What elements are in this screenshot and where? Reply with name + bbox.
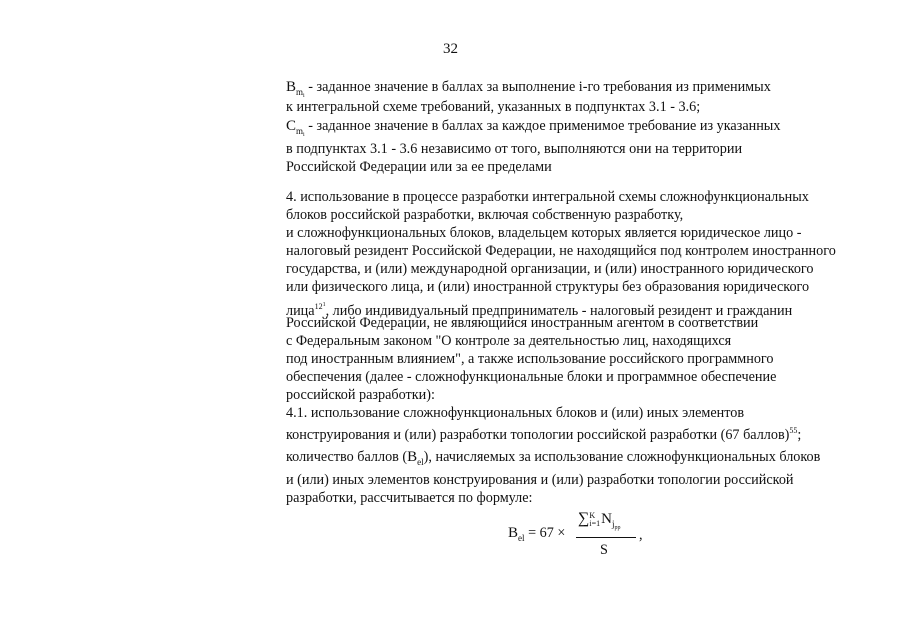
formula-bel bbox=[508, 510, 648, 560]
item4-line-7: лица$^{12^1}$, либо индивидуальный предприниматель - налоговый резидент и гражданин bbox=[286, 302, 793, 319]
item4-line-5: государства, и (или) международной организации, и (или) иностранного юридического bbox=[286, 261, 814, 277]
item4-line-11: обеспечения (далее - сложнофункциональные блоки и программное обеспечение bbox=[286, 369, 777, 385]
fraction-bar bbox=[576, 537, 636, 538]
item41-line-2: конструирования и (или) разработки топологии российской разработки (67 баллов)$^{55}$; bbox=[286, 426, 802, 443]
definition-c-line3: Российской Федерации или за ее пределами bbox=[286, 159, 552, 175]
points-line-1: количество баллов $(B_{el})$, начисляемых за использование сложнофункциональных блоков bbox=[286, 449, 821, 467]
item4-line-9: с Федеральным законом "О контроле за деятельностью лиц, находящихся bbox=[286, 333, 732, 349]
footnote-ref-55: 55 bbox=[789, 426, 798, 435]
definition-b-text: - заданное значение в баллах за выполнение i-го требования из применимых bbox=[304, 79, 771, 95]
definition-c-text: - заданное значение в баллах за каждое применимое требование из указанных bbox=[304, 118, 781, 134]
points-line-2: и (или) иных элементов конструирования и (или) разработки топологии российской bbox=[286, 472, 794, 488]
definition-b-line2: к интегральной схеме требований, указанных в подпунктах 3.1 - 3.6; bbox=[286, 99, 701, 115]
footnote-ref-12: 121 bbox=[314, 302, 326, 311]
item4-line-8: Российской Федерации, не являющийся иностранным агентом в соответствии bbox=[286, 315, 759, 331]
page-number: 32 bbox=[443, 41, 458, 57]
definition-c-line2: в подпунктах 3.1 - 3.6 независимо от того, выполняются они на территории bbox=[286, 141, 743, 157]
sum-limits: K i=1 bbox=[589, 510, 601, 528]
var-b: B bbox=[286, 79, 297, 95]
item4-line-12: российской разработки): bbox=[286, 387, 435, 403]
formula-comma: , bbox=[639, 527, 643, 543]
item4-line-2: блоков российской разработки, включая собственную разработку, bbox=[286, 207, 684, 223]
points-line-3: разработки, рассчитывается по формуле: bbox=[286, 490, 533, 506]
formula-denominator: S bbox=[600, 542, 608, 558]
var-b-sub: mi bbox=[296, 87, 305, 99]
formula-numerator: ∑ K i=1 $N_{j_{pp}}$ bbox=[578, 510, 621, 531]
item4-line-4: налоговый резидент Российской Федерации, не находящийся под контролем иностранного bbox=[286, 243, 836, 259]
item4-line-10: под иностранным влиянием", а также использование российского программного bbox=[286, 351, 774, 367]
formula-lhs: $B_{el} = 67$ × bbox=[508, 525, 566, 543]
item4-line-1: 4. использование в процессе разработки интегральной схемы сложнофункциональных bbox=[286, 189, 809, 205]
var-c: C bbox=[286, 118, 297, 134]
sigma-symbol: ∑ bbox=[578, 510, 590, 527]
item4-line-6: или физического лица, и (или) иностранной структуры без образования юридического bbox=[286, 279, 810, 295]
item4-line-3: и сложнофункциональных блоков, владельцем которых является юридическое лицо - bbox=[286, 225, 802, 241]
item41-line-1: 4.1. использование сложнофункциональных блоков и (или) иных элементов bbox=[286, 405, 745, 421]
var-c-sub: mi bbox=[296, 126, 305, 138]
